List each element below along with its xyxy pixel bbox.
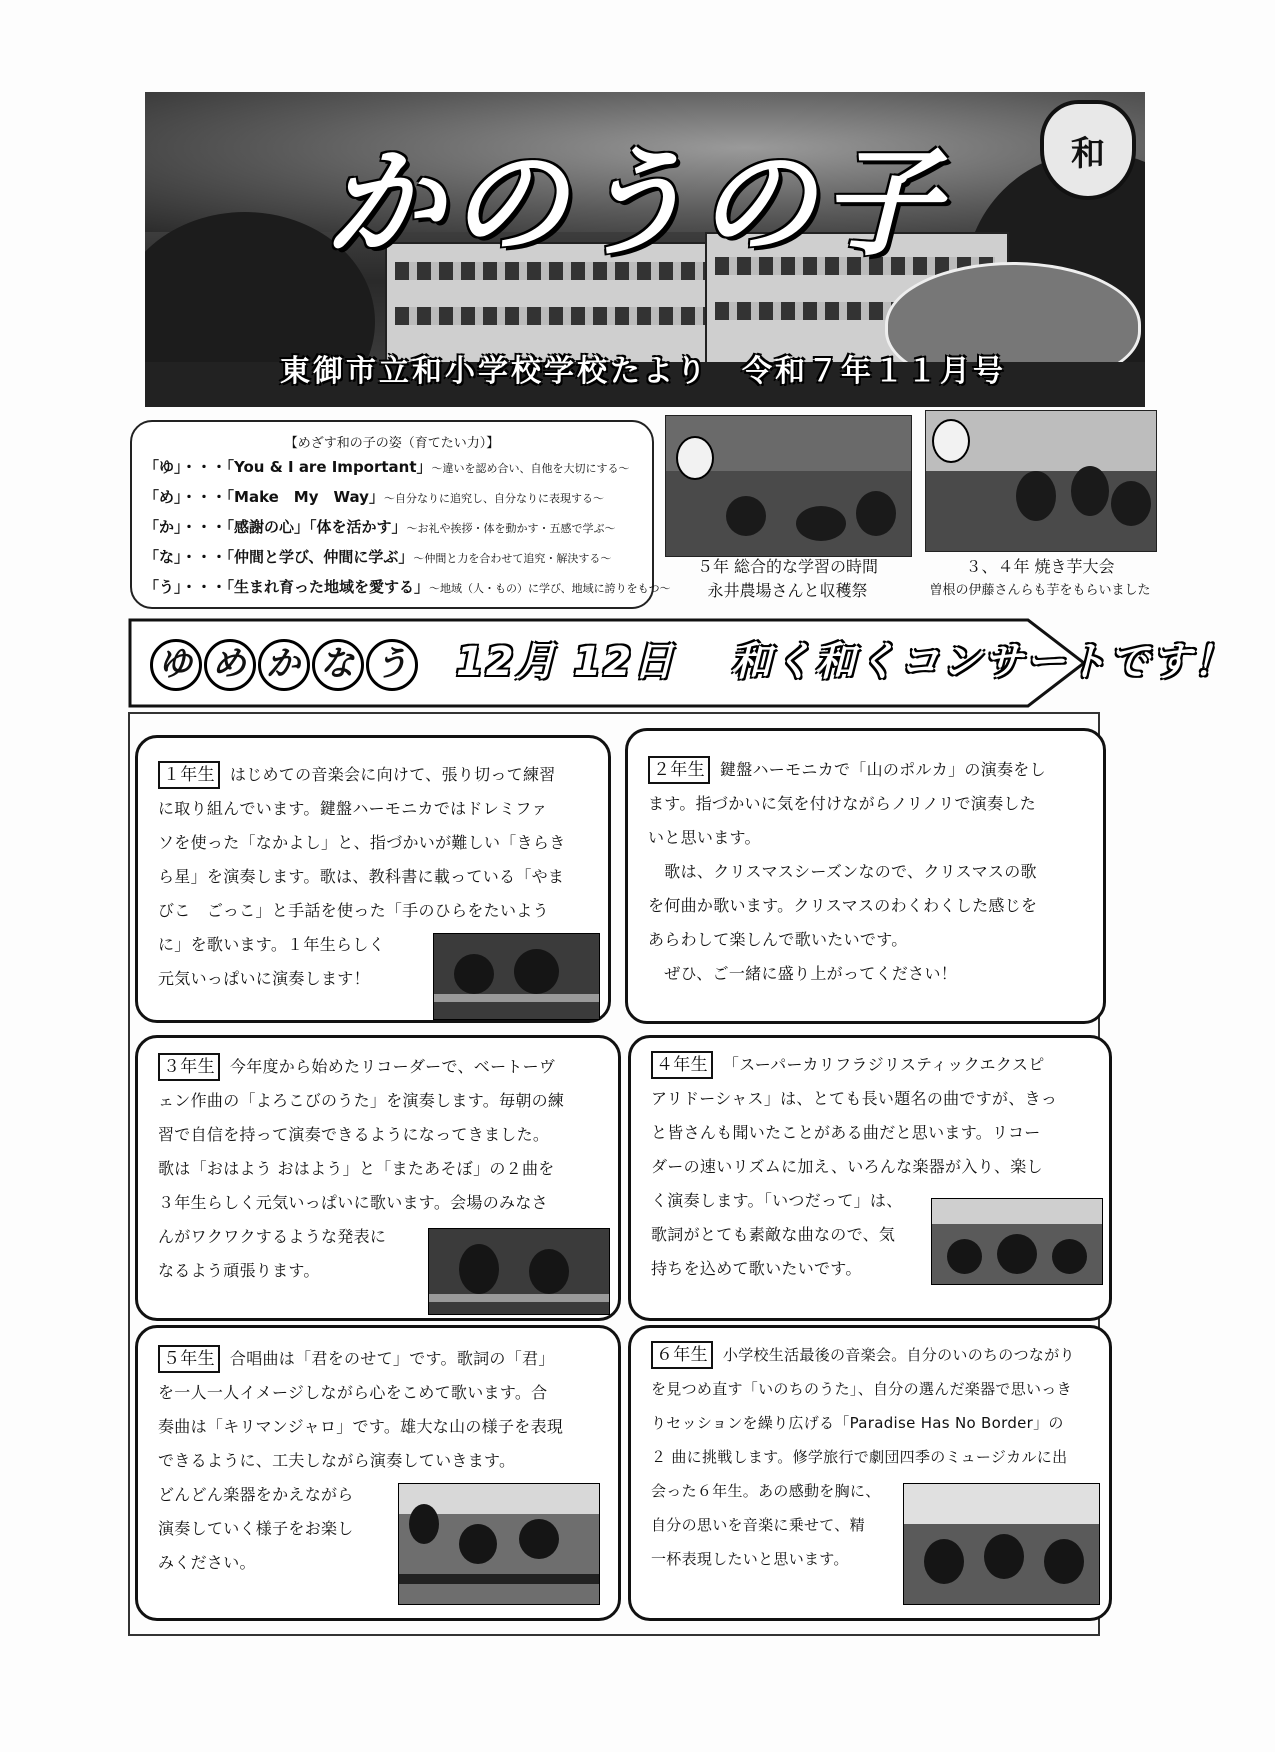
grade-text: 元気いっぱいに演奏します！ <box>158 969 370 988</box>
grade-text: ます。指づかいに気を付けながらノリノリで演奏した <box>648 794 1037 813</box>
concert-headline <box>150 630 1235 691</box>
newsletter-subtitle: 東御市立和小学校学校たより 令和７年１１月号 <box>280 354 1006 389</box>
goal-note: ～お礼や挨拶・体を動かす・五感で学ぶ～ <box>406 522 616 535</box>
grade-tag: ４年生 <box>651 1051 713 1079</box>
goal-key: 「う」・・・ <box>144 578 227 596</box>
grade-tag: ３年生 <box>158 1053 220 1081</box>
goal-key: 「な」・・・ <box>144 548 227 566</box>
grade-text: みください。 <box>158 1553 256 1572</box>
grade-text: んがワクワクするような発表に <box>158 1227 387 1246</box>
goals-box <box>130 420 671 609</box>
concert-bubble: か <box>258 639 310 691</box>
goal-item <box>144 486 604 507</box>
sweet-potato-event-photo <box>925 410 1157 552</box>
grade-tag: ２年生 <box>648 756 710 784</box>
goal-key: 「か」・・・ <box>144 518 227 536</box>
grade-text: 歌は「おはよう おはよう」と「またあそぼ」の２曲を <box>158 1159 555 1178</box>
grade-card-6 <box>628 1325 1112 1621</box>
grade-text: く演奏します。「いつだって」は、 <box>651 1191 903 1210</box>
goal-item <box>144 576 671 597</box>
newsletter-title: かのうの子 <box>325 134 946 272</box>
grade-3-photo <box>428 1228 610 1315</box>
grade-text: どんどん楽器をかえながら <box>158 1485 354 1504</box>
goal-key: 「め」・・・ <box>144 488 227 506</box>
concert-bubble: ゆ <box>150 639 202 691</box>
grade-tag: ６年生 <box>651 1341 713 1369</box>
grade-6-photo <box>903 1483 1100 1605</box>
grade-text: 合唱曲は「君をのせて」です。歌詞の「君」 <box>229 1349 555 1368</box>
grade-text: ２ 曲に挑戦します。修学旅行で劇団四季のミュージカルに出 <box>651 1448 1068 1466</box>
grade-text: 小学校生活最後の音楽会。自分のいのちのつながり <box>722 1346 1075 1364</box>
grade-text: ら星」を演奏します。歌は、教科書に載っている「やま <box>158 867 565 886</box>
grade-text: 習で自信を持って演奏できるようになってきました。 <box>158 1125 550 1144</box>
grade-text: 歌詞がとても素敵な曲なので、気 <box>651 1225 896 1244</box>
photo-caption: ５年 総合的な学習の時間 永井農場さんと収穫祭 <box>696 557 879 600</box>
photo-caption: ３、４年 焼き芋大会 曽根の伊藤さんらも芋をもらいました <box>929 557 1151 598</box>
emblem-label: 和 <box>1071 133 1105 174</box>
goal-main: 「You & I are Important」 <box>226 458 432 476</box>
grade-text: できるように、工夫しながら演奏していきます。 <box>158 1451 516 1470</box>
grade-text: 歌は、クリスマスシーズンなので、クリスマスの歌 <box>648 862 1037 881</box>
grade-text: に取り組んでいます。鍵盤ハーモニカではドレミファ <box>158 799 548 818</box>
grade-tag: ５年生 <box>158 1345 220 1373</box>
grade-text: を見つめ直す「いのちのうた」、自分の選んだ楽器で思いっき <box>651 1380 1072 1398</box>
grade-text: ダーの速いリズムに加え、いろんな楽器が入り、楽し <box>651 1157 1043 1176</box>
grade-4-photo <box>931 1198 1103 1285</box>
grade-text: なるよう頑張ります。 <box>158 1261 320 1280</box>
grade-text: ３年生らしく元気いっぱいに歌います。会場のみなさ <box>158 1193 548 1212</box>
concert-bubble: な <box>312 639 364 691</box>
grade-card-3 <box>135 1035 621 1321</box>
grade-text: アリドーシャス」は、とても長い題名の曲ですが、きっ <box>651 1089 1058 1108</box>
grade-text: はじめての音楽会に向けて、張り切って練習 <box>229 765 556 784</box>
goal-main: 「仲間と学び、仲間に学ぶ」 <box>226 548 414 566</box>
goal-note: ～地域（人・もの）に学び、地域に誇りをもつ～ <box>429 582 671 595</box>
goal-key: 「ゆ」・・・ <box>144 458 227 476</box>
grade-1-photo <box>433 933 600 1020</box>
grade-text: ソを使った「なかよし」と、指づかいが難しい「きらき <box>158 833 566 852</box>
concert-title: 和く和くコンサートです！ <box>731 639 1236 685</box>
grade-5-photo <box>398 1483 600 1605</box>
concert-date: 12月 12日 <box>455 639 676 685</box>
building-windows <box>395 307 705 325</box>
goal-main: 「感謝の心」「体を活かす」 <box>226 518 407 536</box>
goal-main: 「Make My Way」 <box>226 488 384 506</box>
grade-tag: １年生 <box>158 761 220 789</box>
grade-text: を何曲か歌います。クリスマスのわくわくした感じを <box>648 896 1038 915</box>
grade-text: 鍵盤ハーモニカで「山のポルカ」の演奏をし <box>719 760 1046 779</box>
grade-text: ぜひ、ご一緒に盛り上がってください！ <box>648 964 958 983</box>
concert-bubble: め <box>204 639 256 691</box>
school-emblem-icon <box>1040 100 1136 200</box>
grade-text: あらわして楽しんで歌いたいです。 <box>648 930 908 949</box>
goal-note: ～違いを認め合い、自他を大切にする～ <box>431 462 630 475</box>
goal-note: ～自分なりに追究し、自分なりに表現する～ <box>383 492 604 505</box>
goal-note: ～仲間と力を合わせて追究・解決する～ <box>413 552 612 565</box>
grade-text: 自分の思いを音楽に乗せて、精 <box>651 1516 865 1534</box>
grade-text: に」を歌います。１年生らしく <box>158 935 385 954</box>
grade-text: ェン作曲の「よろこびのうた」を演奏します。毎朝の練 <box>158 1091 565 1110</box>
grade-card-1 <box>135 735 611 1023</box>
grade-card-4 <box>628 1035 1112 1321</box>
grade-text: 演奏していく様子をお楽し <box>158 1519 354 1538</box>
grade-text: 奏曲は「キリマンジャロ」です。雄大な山の様子を表現 <box>158 1417 564 1436</box>
grade-text: りセッションを繰り広げる「Paradise Has No Border」の <box>651 1414 1064 1432</box>
harvest-festival-photo <box>665 415 912 557</box>
goal-item <box>144 456 630 477</box>
grade-text: いと思います。 <box>648 828 761 847</box>
grade-text: 持ちを込めて歌いたいです。 <box>651 1259 862 1278</box>
goals-heading: 【めざす和の子の姿（育てたい力）】 <box>284 436 500 451</box>
grade-card-2 <box>625 728 1106 1024</box>
concert-bubble: う <box>366 639 418 691</box>
grade-text: 「スーパーカリフラジリスティックエクスピ <box>722 1055 1045 1074</box>
goal-item <box>144 516 616 537</box>
grade-card-5 <box>135 1325 621 1621</box>
goal-item <box>144 546 611 567</box>
goal-main: 「生まれ育った地域を愛する」 <box>226 578 430 596</box>
grade-text: びこ ごっこ」と手話を使った「手のひらをたいよう <box>158 901 549 920</box>
grade-text: 一杯表現したいと思います。 <box>651 1550 849 1568</box>
grade-text: と皆さんも聞いたことがある曲だと思います。リコー <box>651 1123 1041 1142</box>
grade-text: 会った６年生。あの感動を胸に、 <box>651 1482 881 1500</box>
grade-text: 今年度から始めたリコーダーで、ベートーヴ <box>229 1057 556 1076</box>
grade-text: を一人一人イメージしながら心をこめて歌います。合 <box>158 1383 548 1402</box>
